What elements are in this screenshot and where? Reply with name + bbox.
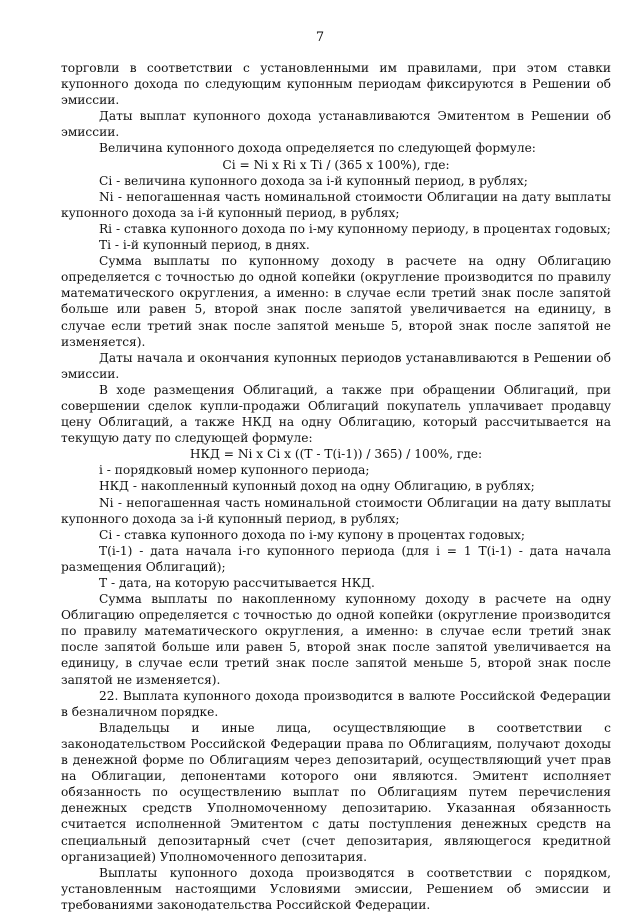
body-paragraph: Ri - ставка купонного дохода по i-му купонному периоду, в процентах годовых; — [99, 221, 611, 236]
formula-line: НКД = Ni x Ci x ((T - T(i-1)) / 365) / 100%, где: — [189, 447, 483, 462]
body-paragraph: T(i-1) - дата начала i-го купонного периода (для i = 1 T(i-1) - дата начала размещения Облигаций); — [61, 543, 611, 574]
body-paragraph: Владельцы и иные лица, осуществляющие в соответствии с законодательством Российской Федерации права по Облигациям, получают доходы в денежной форме по Облигациям через депозитарий, осуществляющий учет прав на Облигации, депонентами которого они являются. Эмитент исполняет обязанность по осуществлению выплат по Облигациям путем перечисления денежных средств Уполномоченному депозитарию. Указанная обязанность считается исполненной Эмитентом с даты поступления денежных средств на специальный депозитарный счет (счет депозитария, являющегося кредитной организацией) Уполномоченного депозитария. — [61, 720, 611, 864]
body-paragraph: Ni - непогашенная часть номинальной стоимости Облигации на дату выплаты купонного дохода за i-й купонный период, в рублях; — [61, 495, 611, 526]
body-paragraph: Выплаты купонного дохода производятся в соответствии с порядком, установленным настоящими Условиями эмиссии, Решением об эмиссии и требованиями законодательства Российской Федерации. — [61, 865, 611, 912]
body-paragraph: T - дата, на которую рассчитывается НКД. — [99, 576, 375, 590]
body-paragraph: Ti - i-й купонный период, в днях. — [99, 238, 310, 253]
body-paragraph: Сумма выплаты по купонному доходу в расчете на одну Облигацию определяется с точностью до одной копейки (округление производится по правилу математического округления, а именно: в случае если третий знак после запятой больше или равен 5, второй знак после запятой увеличивается на единицу, в случае если третий знак после запятой меньше 5, второй знак после запятой не изменяется). — [61, 254, 611, 349]
body-paragraph: 22. Выплата купонного дохода производится в валюте Российской Федерации в безналичном порядке. — [61, 688, 611, 719]
body-paragraph: i - порядковый номер купонного периода; — [99, 463, 370, 478]
page-number: 7 — [315, 30, 325, 45]
body-paragraph: НКД - накопленный купонный доход на одну Облигацию, в рублях; — [99, 479, 535, 494]
formula-line: Ci = Ni x Ri x Ti / (365 x 100%), где: — [222, 157, 450, 172]
body-paragraph: Величина купонного дохода определяется по следующей формуле: — [99, 141, 536, 156]
body-paragraph: торговли в соответствии с установленными им правилами, при этом ставки купонного дохода по следующим купонным периодам фиксируются в Решении об эмиссии. — [61, 61, 611, 108]
body-paragraph: Ci - ставка купонного дохода по i-му купону в процентах годовых; — [99, 527, 525, 542]
body-paragraph: Ci - величина купонного дохода за i-й купонный период, в рублях; — [99, 173, 528, 188]
body-paragraph: Ni - непогашенная часть номинальной стоимости Облигации на дату выплаты купонного дохода за i-й купонный период, в рублях; — [61, 189, 611, 220]
body-paragraph: В ходе размещения Облигаций, а также при обращении Облигаций, при совершении сделок купли-продажи Облигаций покупатель уплачивает продавцу цену Облигаций, а также НКД на одну Облигацию, который рассчитывается на текущую дату по следующей формуле: — [61, 382, 611, 446]
body-paragraph: Сумма выплаты по накопленному купонному доходу в расчете на одну Облигацию определяется с точностью до одной копейки (округление производится по правилу математического округления, а именно: в случае если третий знак после запятой больше или равен 5, второй знак после запятой увеличивается на единицу, в случае если третий знак после запятой меньше 5, второй знак после запятой не изменяется). — [61, 592, 611, 687]
body-paragraph: Даты выплат купонного дохода устанавливаются Эмитентом в Решении об эмиссии. — [61, 109, 611, 140]
body-paragraph: Даты начала и окончания купонных периодов устанавливаются в Решении об эмиссии. — [61, 350, 611, 381]
document-body — [61, 60, 611, 913]
